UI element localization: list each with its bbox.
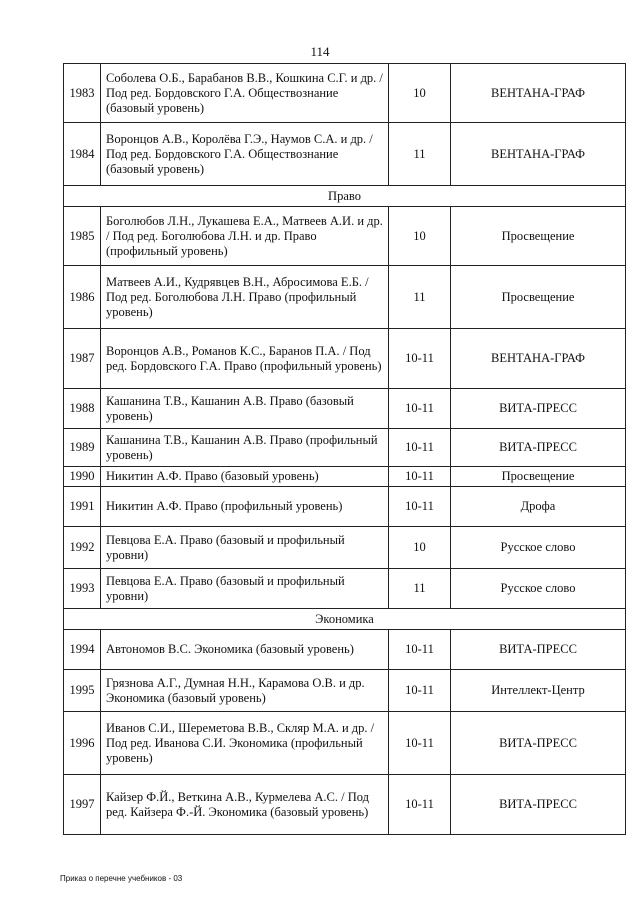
row-publisher: ВЕНТАНА-ГРАФ (451, 329, 626, 389)
row-publisher: Русское слово (451, 569, 626, 609)
row-publisher: ВИТА-ПРЕСС (451, 429, 626, 467)
row-title: Автономов В.С. Экономика (базовый уровень) (101, 630, 389, 670)
row-publisher: ВИТА-ПРЕСС (451, 775, 626, 835)
row-number: 1991 (64, 487, 101, 527)
row-title: Матвеев А.И., Кудрявцев В.Н., Абросимова Е.Б. / Под ред. Боголюбова Л.Н. Право (профильный уровень) (101, 266, 389, 329)
table-row (64, 389, 626, 429)
section-heading-row (64, 609, 626, 630)
row-title: Боголюбов Л.Н., Лукашева Е.А., Матвеев А.И. и др. / Под ред. Боголюбова Л.Н. и др. Право (профильный уровень) (101, 207, 389, 266)
row-title: Кайзер Ф.Й., Веткина А.В., Курмелева А.С. / Под ред. Кайзера Ф.-Й. Экономика (базовый уровень) (101, 775, 389, 835)
footer-text: Приказ о перечне учебников - 03 (60, 874, 183, 883)
table-row (64, 467, 626, 487)
table-row (64, 266, 626, 329)
table-row (64, 123, 626, 186)
row-publisher: Просвещение (451, 266, 626, 329)
section-heading: Экономика (64, 609, 626, 630)
row-number: 1983 (64, 64, 101, 123)
table-row (64, 630, 626, 670)
row-title: Воронцов А.В., Романов К.С., Баранов П.А. / Под ред. Бордовского Г.А. Право (профильный уровень) (101, 329, 389, 389)
row-grade: 10-11 (389, 389, 451, 429)
row-grade: 10-11 (389, 429, 451, 467)
table-row (64, 207, 626, 266)
row-number: 1996 (64, 712, 101, 775)
row-grade: 11 (389, 569, 451, 609)
row-grade: 10-11 (389, 712, 451, 775)
row-grade: 11 (389, 123, 451, 186)
row-number: 1986 (64, 266, 101, 329)
row-title: Певцова Е.А. Право (базовый и профильный уровни) (101, 527, 389, 569)
row-number: 1985 (64, 207, 101, 266)
row-publisher: Русское слово (451, 527, 626, 569)
table-row (64, 527, 626, 569)
row-number: 1987 (64, 329, 101, 389)
table-row (64, 487, 626, 527)
row-grade: 11 (389, 266, 451, 329)
row-number: 1994 (64, 630, 101, 670)
table-row (64, 775, 626, 835)
row-publisher: ВЕНТАНА-ГРАФ (451, 64, 626, 123)
row-title: Соболева О.Б., Барабанов В.В., Кошкина С.Г. и др. / Под ред. Бордовского Г.А. Обществознание (базовый уровень) (101, 64, 389, 123)
table-row (64, 429, 626, 467)
row-number: 1993 (64, 569, 101, 609)
page-number: 114 (310, 44, 330, 59)
row-grade: 10 (389, 527, 451, 569)
row-grade: 10-11 (389, 670, 451, 712)
row-title: Никитин А.Ф. Право (профильный уровень) (101, 487, 389, 527)
row-title: Воронцов А.В., Королёва Г.Э., Наумов С.А. и др. / Под ред. Бордовского Г.А. Обществознание (базовый уровень) (101, 123, 389, 186)
row-title: Кашанина Т.В., Кашанин А.В. Право (профильный уровень) (101, 429, 389, 467)
row-grade: 10-11 (389, 329, 451, 389)
row-publisher: Дрофа (451, 487, 626, 527)
table-row (64, 64, 626, 123)
row-publisher: Просвещение (451, 467, 626, 487)
row-publisher: ВИТА-ПРЕСС (451, 389, 626, 429)
table-row (64, 569, 626, 609)
row-number: 1988 (64, 389, 101, 429)
section-heading: Право (64, 186, 626, 207)
row-grade: 10 (389, 64, 451, 123)
row-publisher: Интеллект-Центр (451, 670, 626, 712)
row-title: Певцова Е.А. Право (базовый и профильный уровни) (101, 569, 389, 609)
row-title: Кашанина Т.В., Кашанин А.В. Право (базовый уровень) (101, 389, 389, 429)
row-number: 1995 (64, 670, 101, 712)
row-number: 1984 (64, 123, 101, 186)
section-heading-row (64, 186, 626, 207)
row-title: Никитин А.Ф. Право (базовый уровень) (101, 467, 389, 487)
row-number: 1989 (64, 429, 101, 467)
table-row (64, 670, 626, 712)
row-number: 1997 (64, 775, 101, 835)
row-grade: 10-11 (389, 487, 451, 527)
row-grade: 10-11 (389, 775, 451, 835)
row-publisher: ВИТА-ПРЕСС (451, 630, 626, 670)
row-grade: 10 (389, 207, 451, 266)
row-publisher: ВЕНТАНА-ГРАФ (451, 123, 626, 186)
table-row (64, 329, 626, 389)
row-publisher: ВИТА-ПРЕСС (451, 712, 626, 775)
row-grade: 10-11 (389, 630, 451, 670)
row-number: 1992 (64, 527, 101, 569)
row-grade: 10-11 (389, 467, 451, 487)
row-title: Грязнова А.Г., Думная Н.Н., Карамова О.В. и др. Экономика (базовый уровень) (101, 670, 389, 712)
row-number: 1990 (64, 467, 101, 487)
table-row (64, 712, 626, 775)
row-publisher: Просвещение (451, 207, 626, 266)
row-title: Иванов С.И., Шереметова В.В., Скляр М.А. и др. / Под ред. Иванова С.И. Экономика (профильный уровень) (101, 712, 389, 775)
textbook-table (63, 63, 626, 835)
